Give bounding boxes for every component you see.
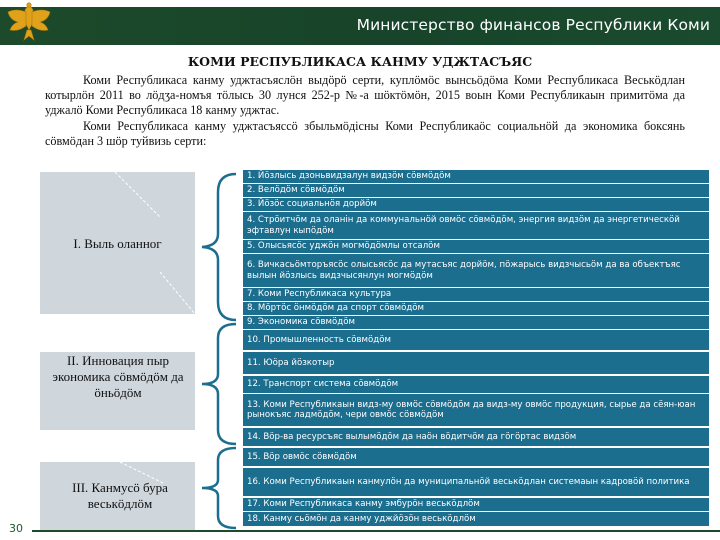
program-item-10: 10. Промышленность сӧвмӧдӧм (243, 330, 709, 350)
program-item-1: 1. Йӧзлысь дзоньвидзалун видзӧм сӧвмӧдӧм (243, 170, 709, 183)
program-item-16: 16. Коми Республикаын канмулӧн да муниципальнӧй веськӧдлан системаын кадровӧй политика (243, 468, 709, 496)
intro-paragraph-1: Коми Республикаса канму уджтасъяслӧн выдӧрӧ серти, куплӧмӧс вынсьӧдӧма Коми Республикаса Веськӧдлан котырлӧн 2011 во лӧдӡа-номъя тӧлысь 30 лунся 252-р №-а шӧктӧмӧн, 2015 воын Коми Республикаын примитӧма да уджалӧ Коми Республикаса 18 канму уджтас. (45, 73, 685, 118)
page-title: КОМИ РЕСПУБЛИКАСА КАНМУ УДЖТАСЪЯС (187, 54, 533, 69)
brace-group-1 (198, 172, 238, 322)
brace-group-3 (198, 446, 238, 530)
program-item-3: 3. Йӧзӧс социальнӧя дорйӧм (243, 198, 709, 211)
program-item-6: 6. Вичкасьӧмторъясӧс олысьясӧс да мутасъяс дорйӧм, пӧжарысь видзчысьӧм да ва объектъяс вылын йӧзлысь видзчысянлун могмӧдӧм (243, 254, 709, 287)
intro-paragraph-2: Коми Республикаса канму уджтасъяссӧ збыльмӧдісны Коми Республикаӧс социальнӧй да экономика боксянь сӧвмӧдан 3 шӧр туйвизь серти: (45, 118, 685, 148)
program-item-14: 14. Вӧр-ва ресурсъяс вылымӧдӧм да наӧн вӧдитчӧм да гӧгӧртас видзӧм (243, 428, 709, 446)
ministry-title: Министерство финансов Республики Коми (356, 16, 710, 34)
program-item-13: 13. Коми Республикаын видз-му овмӧс сӧвмӧдӧм да видз-му овмӧс продукция, сырье да сёян-юан рынокъяс ладмӧдӧм, чери овмӧс сӧвмӧдӧм (243, 394, 709, 426)
header (0, 0, 720, 44)
program-item-9: 9. Экономика сӧвмӧдӧм (243, 316, 709, 329)
program-item-4: 4. Стрӧитчӧм да оланін да коммунальнӧй овмӧс сӧвмӧдӧм, энергия видзӧм да энергетическӧй эфтавлун кыпӧдӧм (243, 212, 709, 239)
program-item-11: 11. Юӧра йӧзкотыр (243, 352, 709, 374)
page-number: 30 (0, 518, 32, 540)
category-box-3 (40, 462, 195, 530)
category-label-2: II. Инновация пыр экономика сӧвмӧдӧм да ӧньӧдӧм (52, 353, 184, 400)
program-item-15: 15. Вӧр овмӧс сӧвмӧдӧм (243, 448, 709, 466)
komi-emblem-icon (0, 0, 58, 46)
category-box-1 (40, 172, 195, 314)
program-item-17: 17. Коми Республикаса канму эмбурӧн веськӧдлӧм (243, 498, 709, 511)
program-item-12: 12. Транспорт система сӧвмӧдӧм (243, 376, 709, 393)
program-item-8: 8. Мӧртӧс ӧнмӧдӧм да спорт сӧвмӧдӧм (243, 302, 709, 315)
program-item-7: 7. Коми Республикаса культура (243, 288, 709, 301)
intro-text (45, 73, 685, 149)
brace-group-2 (198, 322, 238, 446)
footer-line (32, 530, 720, 532)
category-label-1: I. Выль оланног (73, 236, 162, 251)
program-item-18: 18. Канму сьӧмӧн да канму уджйӧзӧн веськӧдлӧм (243, 512, 709, 526)
program-item-2: 2. Велӧдӧм сӧвмӧдӧм (243, 184, 709, 197)
category-box-2 (40, 352, 195, 430)
program-item-5: 5. Олысьясӧс уджӧн могмӧдӧмлы отсалӧм (243, 240, 709, 253)
category-label-3: III. Канмусӧ бура веськӧдлӧм (72, 480, 168, 511)
